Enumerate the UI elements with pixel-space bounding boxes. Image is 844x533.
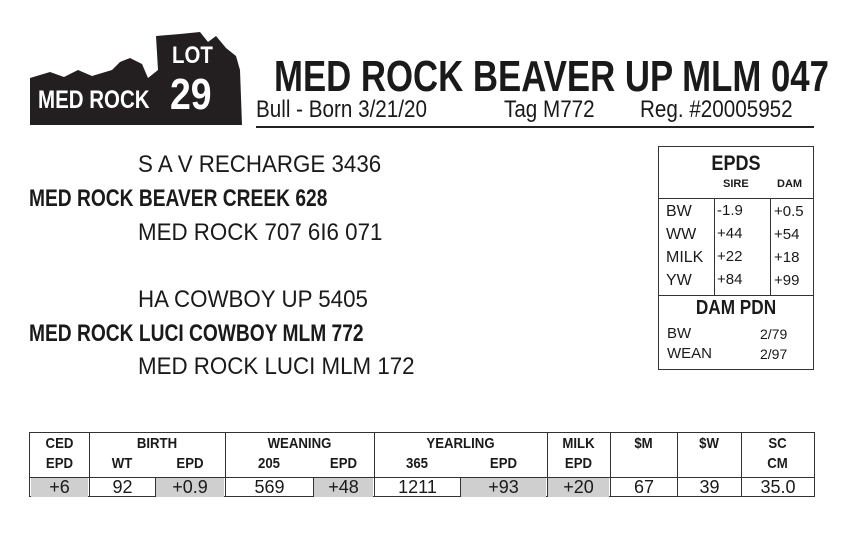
- epd-dam-header: DAM: [777, 178, 803, 190]
- epd-box: [658, 146, 814, 370]
- epd-trait: MILK: [666, 249, 704, 266]
- pedigree-sire: MED ROCK BEAVER CREEK 628: [29, 185, 328, 212]
- value-sw: 39: [699, 477, 720, 497]
- epd-sire-header: SIRE: [723, 178, 749, 190]
- lot-logo: [30, 30, 242, 125]
- animal-name: MED ROCK BEAVER UP MLM 047: [274, 52, 829, 101]
- header-weaning-205: 205: [257, 455, 281, 472]
- registration-number: Reg. #20005952: [640, 96, 793, 123]
- header-birth-epd: EPD: [176, 455, 204, 472]
- header-milk: MILK: [562, 435, 595, 452]
- header-sm: $M: [634, 435, 653, 452]
- epd-sire-value: +84: [717, 271, 743, 288]
- value-sc-cm: 35.0: [760, 477, 796, 497]
- dam-pdn-value: 2/97: [760, 346, 788, 362]
- dam-pdn-label: BW: [667, 325, 692, 342]
- lot-label: LOT: [172, 42, 213, 69]
- header-ced-epd: EPD: [45, 455, 74, 472]
- pedigree-dam: MED ROCK LUCI COWBOY MLM 772: [29, 320, 364, 347]
- epd-trait: BW: [666, 203, 692, 220]
- value-sm: 67: [633, 477, 655, 497]
- value-birth-wt: 92: [112, 477, 133, 497]
- epd-row-ww: [659, 222, 813, 245]
- epd-sire-value: -1.9: [717, 202, 743, 219]
- value-ced-epd: +6: [31, 478, 88, 497]
- epd-divider: [770, 198, 771, 295]
- dam-pdn-label: WEAN: [667, 345, 712, 362]
- header-yearling-epd: EPD: [489, 455, 518, 472]
- pedigree-sire-sire: S A V RECHARGE 3436: [138, 151, 382, 178]
- pedigree-dam-sire: HA COWBOY UP 5405: [138, 286, 368, 313]
- value-birth-epd: +0.9: [156, 478, 224, 497]
- animal-info-line: [256, 96, 814, 128]
- ranch-name: MED ROCK: [38, 86, 150, 114]
- header-sc-cm: CM: [767, 455, 788, 472]
- header-sw: $W: [699, 435, 719, 452]
- performance-table: [29, 432, 815, 497]
- header-yearling: YEARLING: [426, 435, 495, 452]
- header-birth-wt: WT: [111, 455, 133, 472]
- epd-row-milk: [659, 245, 813, 268]
- epd-trait: YW: [666, 272, 692, 289]
- pedigree-dam-dam: MED ROCK LUCI MLM 172: [138, 353, 415, 380]
- dam-pdn-divider: [659, 295, 813, 296]
- header-weaning: WEANING: [267, 435, 332, 452]
- header-weaning-epd: EPD: [329, 455, 358, 472]
- header-milk-epd: EPD: [564, 455, 593, 472]
- epd-dam-value: +18: [774, 249, 800, 266]
- header-ced: CED: [45, 435, 74, 452]
- value-milk-epd: +20: [548, 478, 609, 497]
- epd-title: EPDS: [711, 152, 761, 175]
- value-wean-epd: +48: [314, 478, 373, 497]
- header-birth: BIRTH: [136, 435, 178, 452]
- epd-sire-value: +22: [717, 248, 743, 265]
- value-year-365: 1211: [398, 477, 437, 497]
- epd-row-yw: [659, 268, 813, 291]
- sex-birthdate: Bull - Born 3/21/20: [256, 96, 427, 123]
- header-sc: SC: [768, 435, 787, 452]
- epd-divider: [714, 198, 715, 295]
- lot-number: 29: [170, 70, 212, 119]
- epd-trait: WW: [666, 226, 697, 243]
- epd-dam-value: +54: [774, 226, 800, 243]
- dam-pdn-title: DAM PDN: [695, 297, 777, 319]
- header-yearling-365: 365: [405, 455, 429, 472]
- epd-dam-value: +0.5: [774, 203, 804, 220]
- epd-sire-value: +44: [717, 225, 743, 242]
- value-wean-205: 569: [254, 477, 285, 497]
- epd-dam-value: +99: [774, 272, 800, 289]
- epd-row-bw: [659, 199, 813, 222]
- tag-number: Tag M772: [504, 96, 595, 123]
- dam-pdn-value: 2/79: [760, 326, 788, 342]
- pedigree-sire-dam: MED ROCK 707 6I6 071: [138, 219, 383, 246]
- value-year-epd: +93: [461, 478, 546, 497]
- epd-grid: [659, 198, 813, 291]
